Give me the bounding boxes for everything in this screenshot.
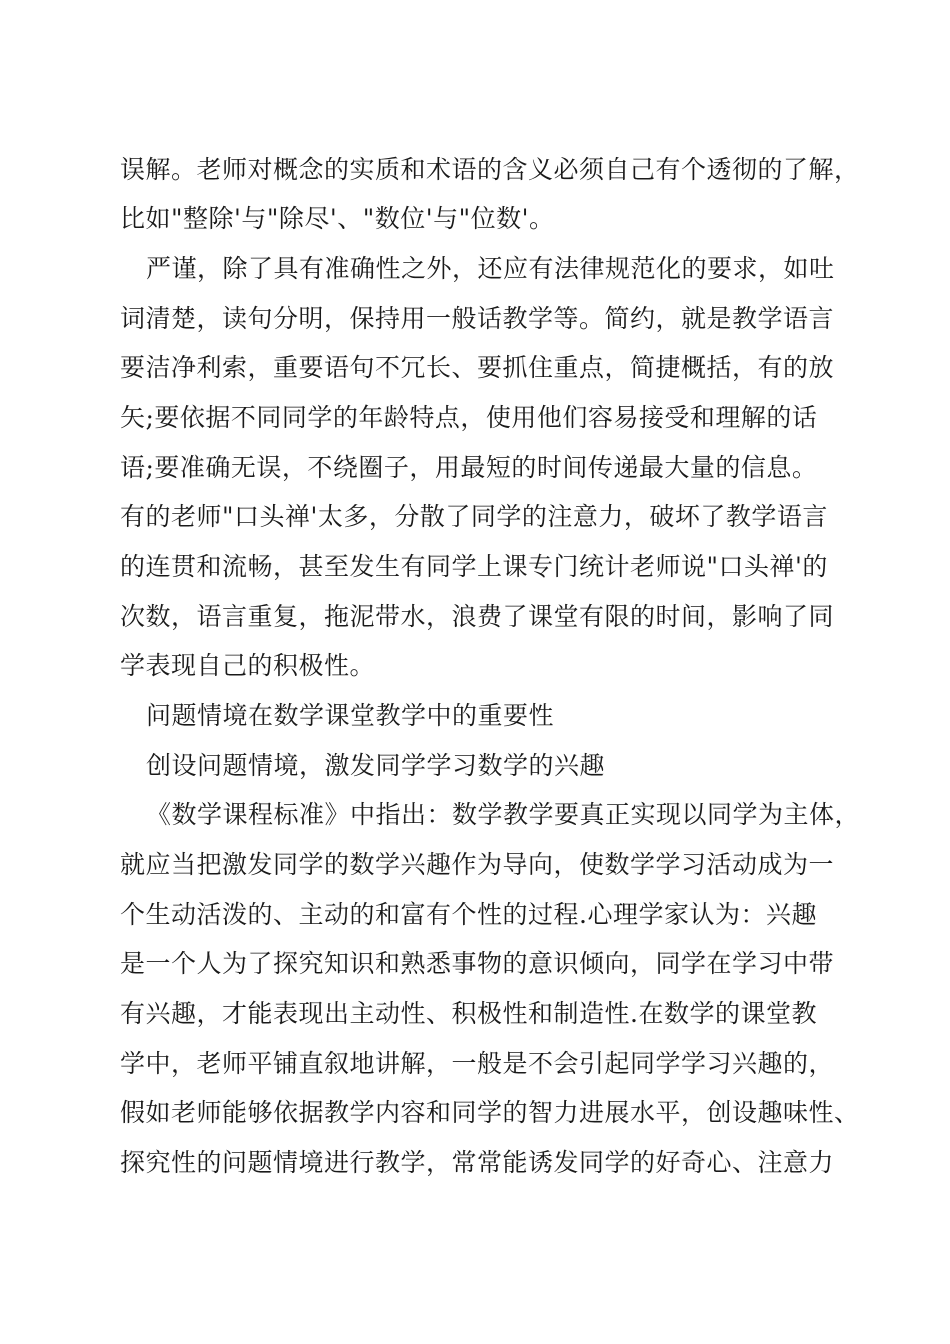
text-line: 有的老师"口头禅'太多，分散了同学的注意力，破坏了教学语言 [120, 502, 828, 531]
text-line: 比如"整除'与"除尽'、"数位'与"位数'。 [120, 204, 555, 233]
text-line: 要洁净利索，重要语句不冗长、要抓住重点，简捷概括，有的放 [120, 353, 835, 382]
text-line: 次数，语言重复，拖泥带水，浪费了课堂有限的时间，影响了同 [120, 602, 835, 631]
paragraph-start-line: 严谨，除了具有准确性之外，还应有法律规范化的要求，如吐 [146, 254, 835, 283]
paragraph-start-line: 《数学课程标准》中指出：数学教学要真正实现以同学为主体， [146, 800, 861, 829]
section-heading: 问题情境在数学课堂教学中的重要性 [146, 701, 555, 730]
text-line: 矢;要依据不同同学的年龄特点，使用他们容易接受和理解的话 [120, 403, 818, 432]
text-line: 假如老师能够依据教学内容和同学的智力进展水平，创设趣味性、 [120, 1098, 860, 1127]
text-line: 是一个人为了探究知识和熟悉事物的意识倾向，同学在学习中带 [120, 949, 835, 978]
text-line: 学中，老师平铺直叙地讲解，一般是不会引起同学学习兴趣的， [120, 1049, 835, 1078]
text-line: 就应当把激发同学的数学兴趣作为导向，使数学学习活动成为一 [120, 850, 835, 879]
text-line: 学表现自己的积极性。 [120, 651, 376, 680]
text-line: 词清楚，读句分明，保持用一般话教学等。简约，就是教学语言 [120, 304, 835, 333]
text-line: 探究性的问题情境进行教学，常常能诱发同学的好奇心、注意力 [120, 1148, 835, 1177]
text-line: 语;要准确无误，不绕圈子，用最短的时间传递最大量的信息。 [120, 453, 818, 482]
text-line: 有兴趣，才能表现出主动性、积极性和制造性.在数学的课堂教 [120, 999, 817, 1028]
text-line: 的连贯和流畅，甚至发生有同学上课专门统计老师说"口头禅'的 [120, 552, 828, 581]
text-line: 误解。老师对概念的实质和术语的含义必须自己有个透彻的了解， [120, 155, 860, 184]
text-line: 个生动活泼的、主动的和富有个性的过程.心理学家认为：兴趣 [120, 900, 817, 929]
subsection-heading: 创设问题情境，激发同学学习数学的兴趣 [146, 751, 606, 780]
